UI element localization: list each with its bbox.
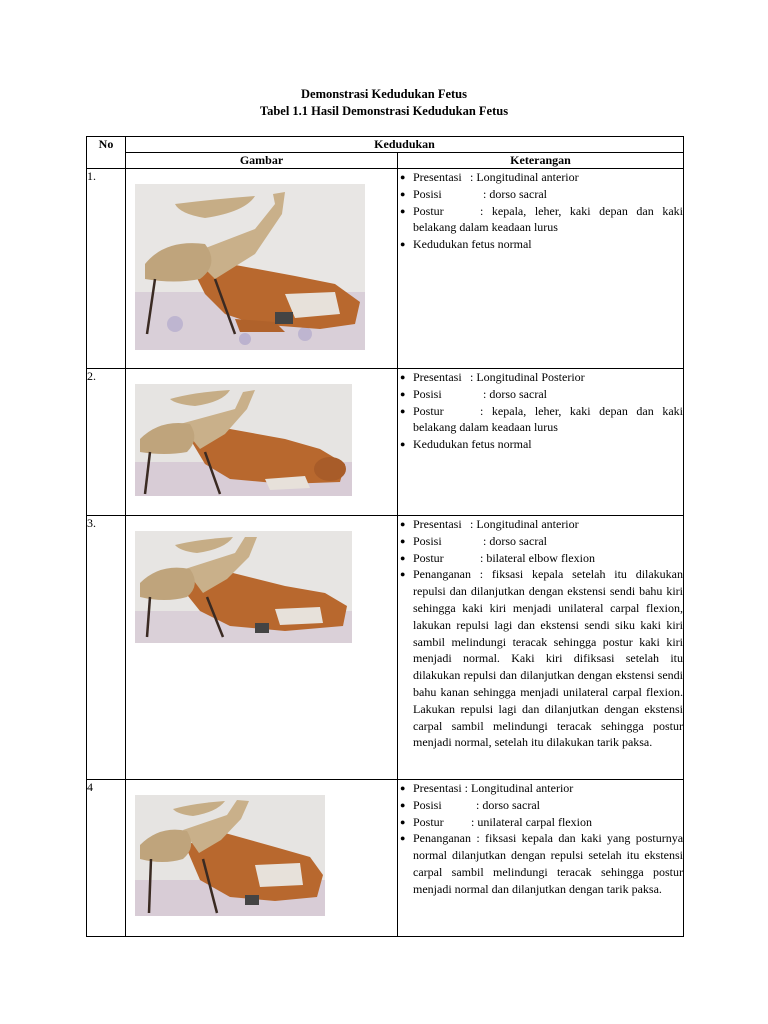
bullet-icon: ● (400, 188, 406, 199)
item-value: : Longitudinal anterior (470, 170, 579, 184)
list-item (398, 436, 683, 453)
row-number: 4 (87, 780, 126, 937)
bullet-icon: ● (400, 372, 406, 382)
description-cell (398, 369, 684, 516)
bullet-icon: ● (400, 239, 406, 250)
description-list (398, 169, 683, 253)
list-item (398, 780, 683, 797)
list-item (398, 186, 683, 203)
item-value: : unilateral carpal flexion (471, 814, 592, 829)
document-title: Demonstrasi Kedudukan Fetus (301, 87, 467, 101)
demo-photo-2 (135, 384, 352, 496)
bullet-icon: ● (400, 833, 406, 844)
list-item (398, 797, 683, 814)
photo-cell (126, 780, 398, 937)
list-item (398, 550, 683, 567)
photo-cell (126, 169, 398, 369)
item-value: : bilateral elbow flexion (480, 550, 595, 565)
item-value: Kedudukan fetus normal (413, 237, 532, 252)
description-list (398, 516, 683, 751)
item-label: Postur (413, 403, 444, 418)
item-label: Posisi (413, 386, 442, 401)
fetus-position-table (86, 136, 684, 937)
description-cell (398, 169, 684, 369)
bullet-icon: ● (400, 552, 406, 563)
bullet-icon: ● (400, 405, 406, 416)
photo-cell (126, 516, 398, 780)
list-item (398, 566, 683, 751)
list-item (398, 516, 683, 533)
item-label: Postur (413, 550, 444, 565)
item-value: Kedudukan fetus normal (413, 437, 532, 452)
header-gambar: Gambar (126, 153, 398, 169)
item-label: Postur (413, 814, 444, 829)
bullet-icon: ● (400, 783, 406, 793)
list-item (398, 203, 683, 237)
item-value: : kepala, leher, kaki depan dan kaki belakang dalam keadaan lurus (413, 403, 684, 435)
list-item (398, 236, 683, 253)
demo-photo-3 (135, 531, 352, 643)
list-item (398, 169, 683, 186)
item-value: : dorso sacral (476, 797, 540, 812)
table-row (87, 780, 684, 937)
description-list (398, 369, 683, 453)
bullet-icon: ● (400, 172, 406, 182)
list-item (398, 403, 683, 437)
item-value: Penanganan : fiksasi kepala setelah itu dilakukan repulsi dan dilanjutkan dengan ekstensi sendi bahu kiri sehingga kaki kiri menjadi unilateral carpal flexion, lakukan repulsi lagi dan ekstensi sendi siku kaki kiri sambil melindungi teracak sehingga postur kaki kiri menjadi normal. Kaki kiri difiksasi setelah itu dilakukan repulsi dan dilanjutkan dengan ekstensi sendi bahu kanan sehingga menjadi unilateral carpal flexion. Lakukan repulsi lagi dan dilanjutkan dengan ekstensi carpal sambil melindungi teracak sehingga postur menjadi normal, setelah itu dilakukan tarik paksa. (413, 567, 684, 750)
bullet-icon: ● (400, 535, 406, 546)
demo-photo-1 (135, 184, 365, 350)
list-item (398, 830, 683, 897)
item-value: : dorso sacral (483, 186, 547, 201)
item-value: : Longitudinal anterior (470, 517, 579, 531)
item-value: : kepala, leher, kaki depan dan kaki belakang dalam keadaan lurus (413, 203, 684, 235)
description-list (398, 780, 683, 898)
list-item (398, 386, 683, 403)
description-cell (398, 780, 684, 937)
item-label: Presentasi (413, 370, 462, 384)
table-row (87, 369, 684, 516)
description-cell (398, 516, 684, 780)
bullet-icon: ● (400, 388, 406, 399)
bullet-icon: ● (400, 569, 406, 580)
item-label: Posisi (413, 186, 442, 201)
bullet-icon: ● (400, 205, 406, 216)
header-no: No (87, 137, 126, 169)
list-item (398, 814, 683, 831)
table-caption: Tabel 1.1 Hasil Demonstrasi Kedudukan Fetus (259, 104, 509, 118)
header-kedudukan: Kedudukan (126, 137, 684, 153)
table-row (87, 516, 684, 780)
list-item (398, 369, 683, 386)
item-value: Presentasi : Longitudinal anterior (413, 781, 574, 795)
row-number: 1. (87, 169, 126, 369)
list-item (398, 533, 683, 550)
row-number: 2. (87, 369, 126, 516)
bullet-icon: ● (400, 816, 406, 827)
item-value: : dorso sacral (483, 386, 547, 401)
bullet-icon: ● (400, 439, 406, 450)
header-keterangan: Keterangan (398, 153, 684, 169)
bullet-icon: ● (400, 799, 406, 810)
item-label: Posisi (413, 797, 442, 812)
table-row (87, 169, 684, 369)
bullet-icon: ● (400, 519, 406, 529)
item-value: : Longitudinal Posterior (470, 370, 585, 384)
item-label: Posisi (413, 533, 442, 548)
demo-photo-4 (135, 795, 325, 916)
photo-cell (126, 369, 398, 516)
row-number: 3. (87, 516, 126, 780)
item-value: Penanganan : fiksasi kepala dan kaki yang posturnya normal dilanjutkan dengan repulsi setelah itu ekstensi carpal sambil melindungi teracak sehingga postur menjadi normal dan dilanjutkan dengan tarik paksa. (413, 831, 684, 896)
item-label: Presentasi (413, 170, 462, 184)
item-label: Postur (413, 203, 444, 218)
item-value: : dorso sacral (483, 533, 547, 548)
item-label: Presentasi (413, 517, 462, 531)
